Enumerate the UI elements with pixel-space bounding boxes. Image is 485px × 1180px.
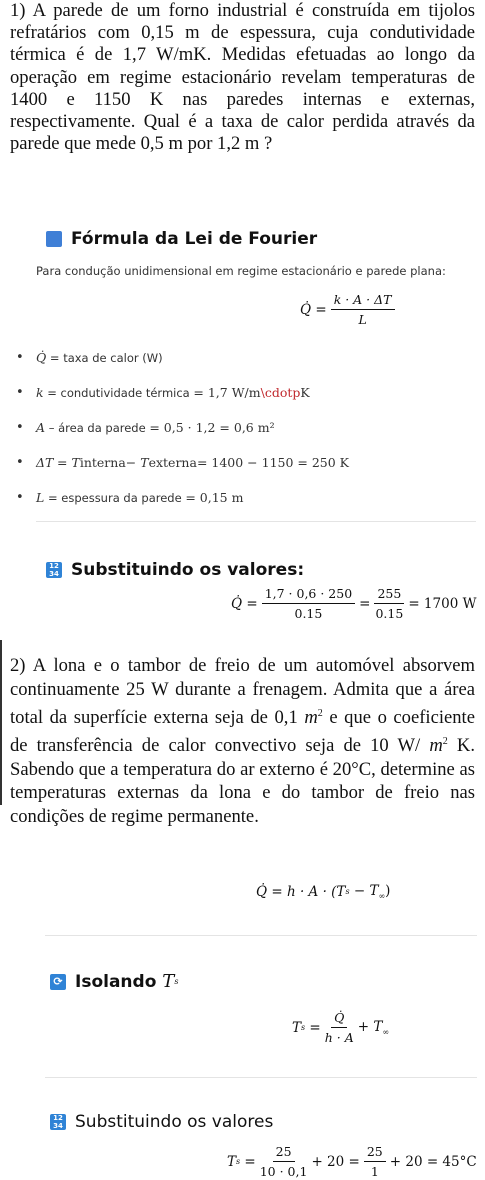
substitution-heading-1	[46, 560, 304, 580]
isolating-title: Isolando	[75, 971, 157, 992]
book-icon	[46, 231, 62, 247]
fourier-law-heading	[46, 229, 317, 249]
list-item: • A – área da parede = 0,5 · 1,2 = 0,6 m²	[36, 410, 349, 445]
substitution-formula-1: Q̇ = $\frac{1,7 \cdot 0,6 \cdot 250}{0.15}$ = $\frac{255}{0.15}$ = 1700 W	[231, 586, 477, 621]
question-2: 2) A lona e o tambor de freio de um automóvel absorvem continuamente 25 W durante a frenagem. Admita que a área total da superfície externa seja de 0,1 $m^2$ e que o coeficiente de transferência de calor convectivo seja de 10 W/ $m^2$ K. Sabendo que a temperatura do ar externo é 20°C, determine as temperaturas externas da lona e do tambor de freio nas condições de regime permanente.	[10, 655, 475, 828]
substitution-title-2: Substituindo os valores	[75, 1112, 274, 1132]
substitution-title-1: Substituindo os valores:	[71, 560, 305, 580]
numbers-icon: 12 34	[46, 562, 62, 578]
fourier-formula-numerator: k · A · ΔT	[331, 292, 395, 310]
isolating-heading: ⟳ Isolando T s	[50, 971, 178, 992]
divider	[45, 935, 477, 936]
list-item: • L = espessura da parede = 0,15 m	[36, 480, 349, 515]
list-item: • Q̇ = taxa de calor (W)	[36, 340, 349, 375]
numbers-icon: 12 34	[50, 1114, 66, 1130]
isolated-formula: T s = $\frac{Q̇}{h \cdot A}$ + $T_\infty$	[292, 1010, 390, 1045]
convection-formula: Q̇ = h · A · (T s − $T_\infty$)	[256, 883, 391, 901]
substitution-heading-2	[50, 1112, 273, 1132]
question-2-border	[0, 640, 2, 805]
variable-list	[36, 340, 349, 515]
divider	[36, 521, 476, 522]
divider	[45, 1077, 477, 1078]
list-item: • k = condutividade térmica = 1,7 W/m \cdotp K	[36, 375, 349, 410]
fourier-intro: Para condução unidimensional em regime estacionário e parede plana:	[36, 264, 446, 278]
rotate-icon: ⟳	[50, 974, 66, 990]
substitution-formula-2: T s = $\frac{25}{10 \cdot 0,1}$ + 20 = $\frac{25}{1}$ + 20 = 45°C	[227, 1144, 477, 1179]
fourier-formula: Q̇ = $\frac{k \cdot A \cdot \Delta T}{L}$	[300, 292, 399, 327]
fourier-law-title: Fórmula da Lei de Fourier	[71, 229, 318, 249]
question-1: 1) A parede de um forno industrial é construída em tijolos refratários com 0,15 m de espessura, cuja condutividade térmica é de 1,7 W/mK. Medidas efetuadas ao longo da operação em regime estacionário revelam temperaturas de 1400 e 1150 K nas paredes internas e externas, respectivamente. Qual é a taxa de calor perdida através da parede que mede 0,5 m por 1,2 m ?	[10, 0, 475, 155]
fourier-formula-denominator: L	[358, 312, 367, 327]
list-item: • ΔT = T interna − T externa = 1400 − 1150 = 250 K	[36, 445, 349, 480]
